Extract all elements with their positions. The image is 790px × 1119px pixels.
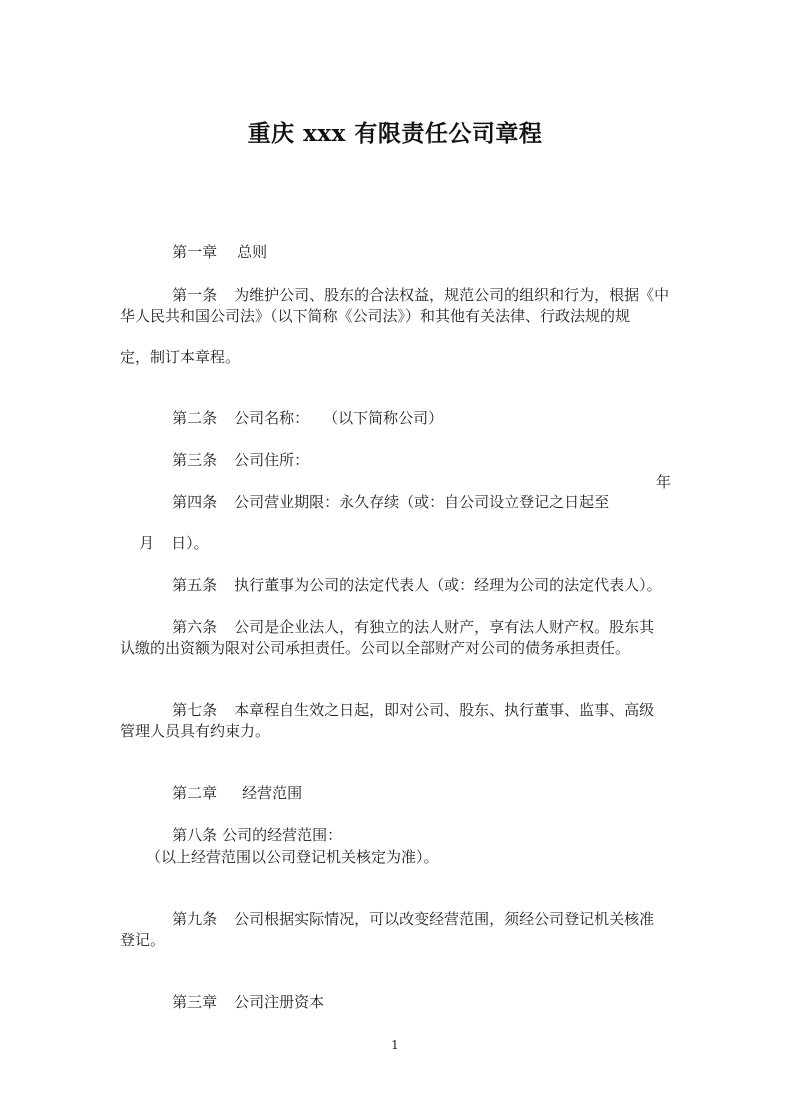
article-6-line-2: 认缴的出资额为限对公司承担责任。公司以全部财产对公司的债务承担责任。	[120, 639, 631, 657]
day-label: 日）。	[171, 534, 209, 552]
article-text: 公司根据实际情况，可以改变经营范围，须经公司登记机关核准	[234, 910, 655, 928]
article-label: 第一条	[172, 286, 218, 304]
article-label: 第八条	[172, 826, 218, 844]
article-label: 第七条	[172, 701, 218, 719]
article-label: 第九条	[172, 910, 218, 928]
article-1-line-2: 华人民共和国公司法》（以下简称《公司法》）和其他有关法律、行政法规的规	[120, 307, 631, 325]
article-text: 执行董事为公司的法定代表人（或：经理为公司的法定代表人）。	[234, 576, 662, 594]
article-text: 公司的经营范围：	[222, 826, 343, 844]
article-4-line-1	[153, 472, 609, 532]
article-label: 第三条	[172, 451, 218, 469]
article-note: （以下简称公司）	[323, 409, 444, 427]
article-label: 第五条	[172, 576, 218, 594]
article-text: 为维护公司、股东的合法权益，规范公司的组织和行为，根据《中	[234, 286, 670, 304]
article-text: 公司营业期限：永久存续（或：自公司设立登记之日起至	[234, 493, 610, 511]
chapter-title: 公司注册资本	[234, 993, 325, 1011]
article-1-line-3: 定，制订本章程。	[120, 348, 241, 366]
article-text: 本章程自生效之日起，即对公司、股东、执行董事、监事、高级	[234, 701, 655, 719]
chapter-title: 经营范围	[242, 784, 303, 802]
chapter-label: 第三章	[172, 993, 218, 1011]
article-text: 公司名称：	[234, 409, 310, 427]
chapter-title: 总则	[237, 243, 268, 261]
article-4-year: 年	[656, 473, 672, 491]
article-label: 第二条	[172, 409, 218, 427]
article-label: 第六条	[172, 618, 218, 636]
page-number: 1	[391, 1038, 399, 1052]
month-label: 月	[139, 534, 155, 552]
article-8-note: （以上经营范围以公司登记机关核定为准）。	[146, 848, 439, 866]
article-text: 公司是企业法人，有独立的法人财产，享有法人财产权。股东其	[234, 618, 655, 636]
article-label: 第四条	[172, 493, 218, 511]
article-7-line-2: 管理人员具有约束力。	[120, 722, 271, 740]
article-9-line-1	[153, 889, 654, 949]
chapter-label: 第二章	[172, 784, 218, 802]
article-9-line-2: 登记。	[120, 931, 166, 949]
chapter-3-heading	[153, 972, 324, 1032]
chapter-label: 第一章	[172, 243, 218, 261]
article-text: 公司住所：	[234, 451, 310, 469]
document-title: 重庆 xxx 有限责任公司章程	[247, 120, 543, 147]
